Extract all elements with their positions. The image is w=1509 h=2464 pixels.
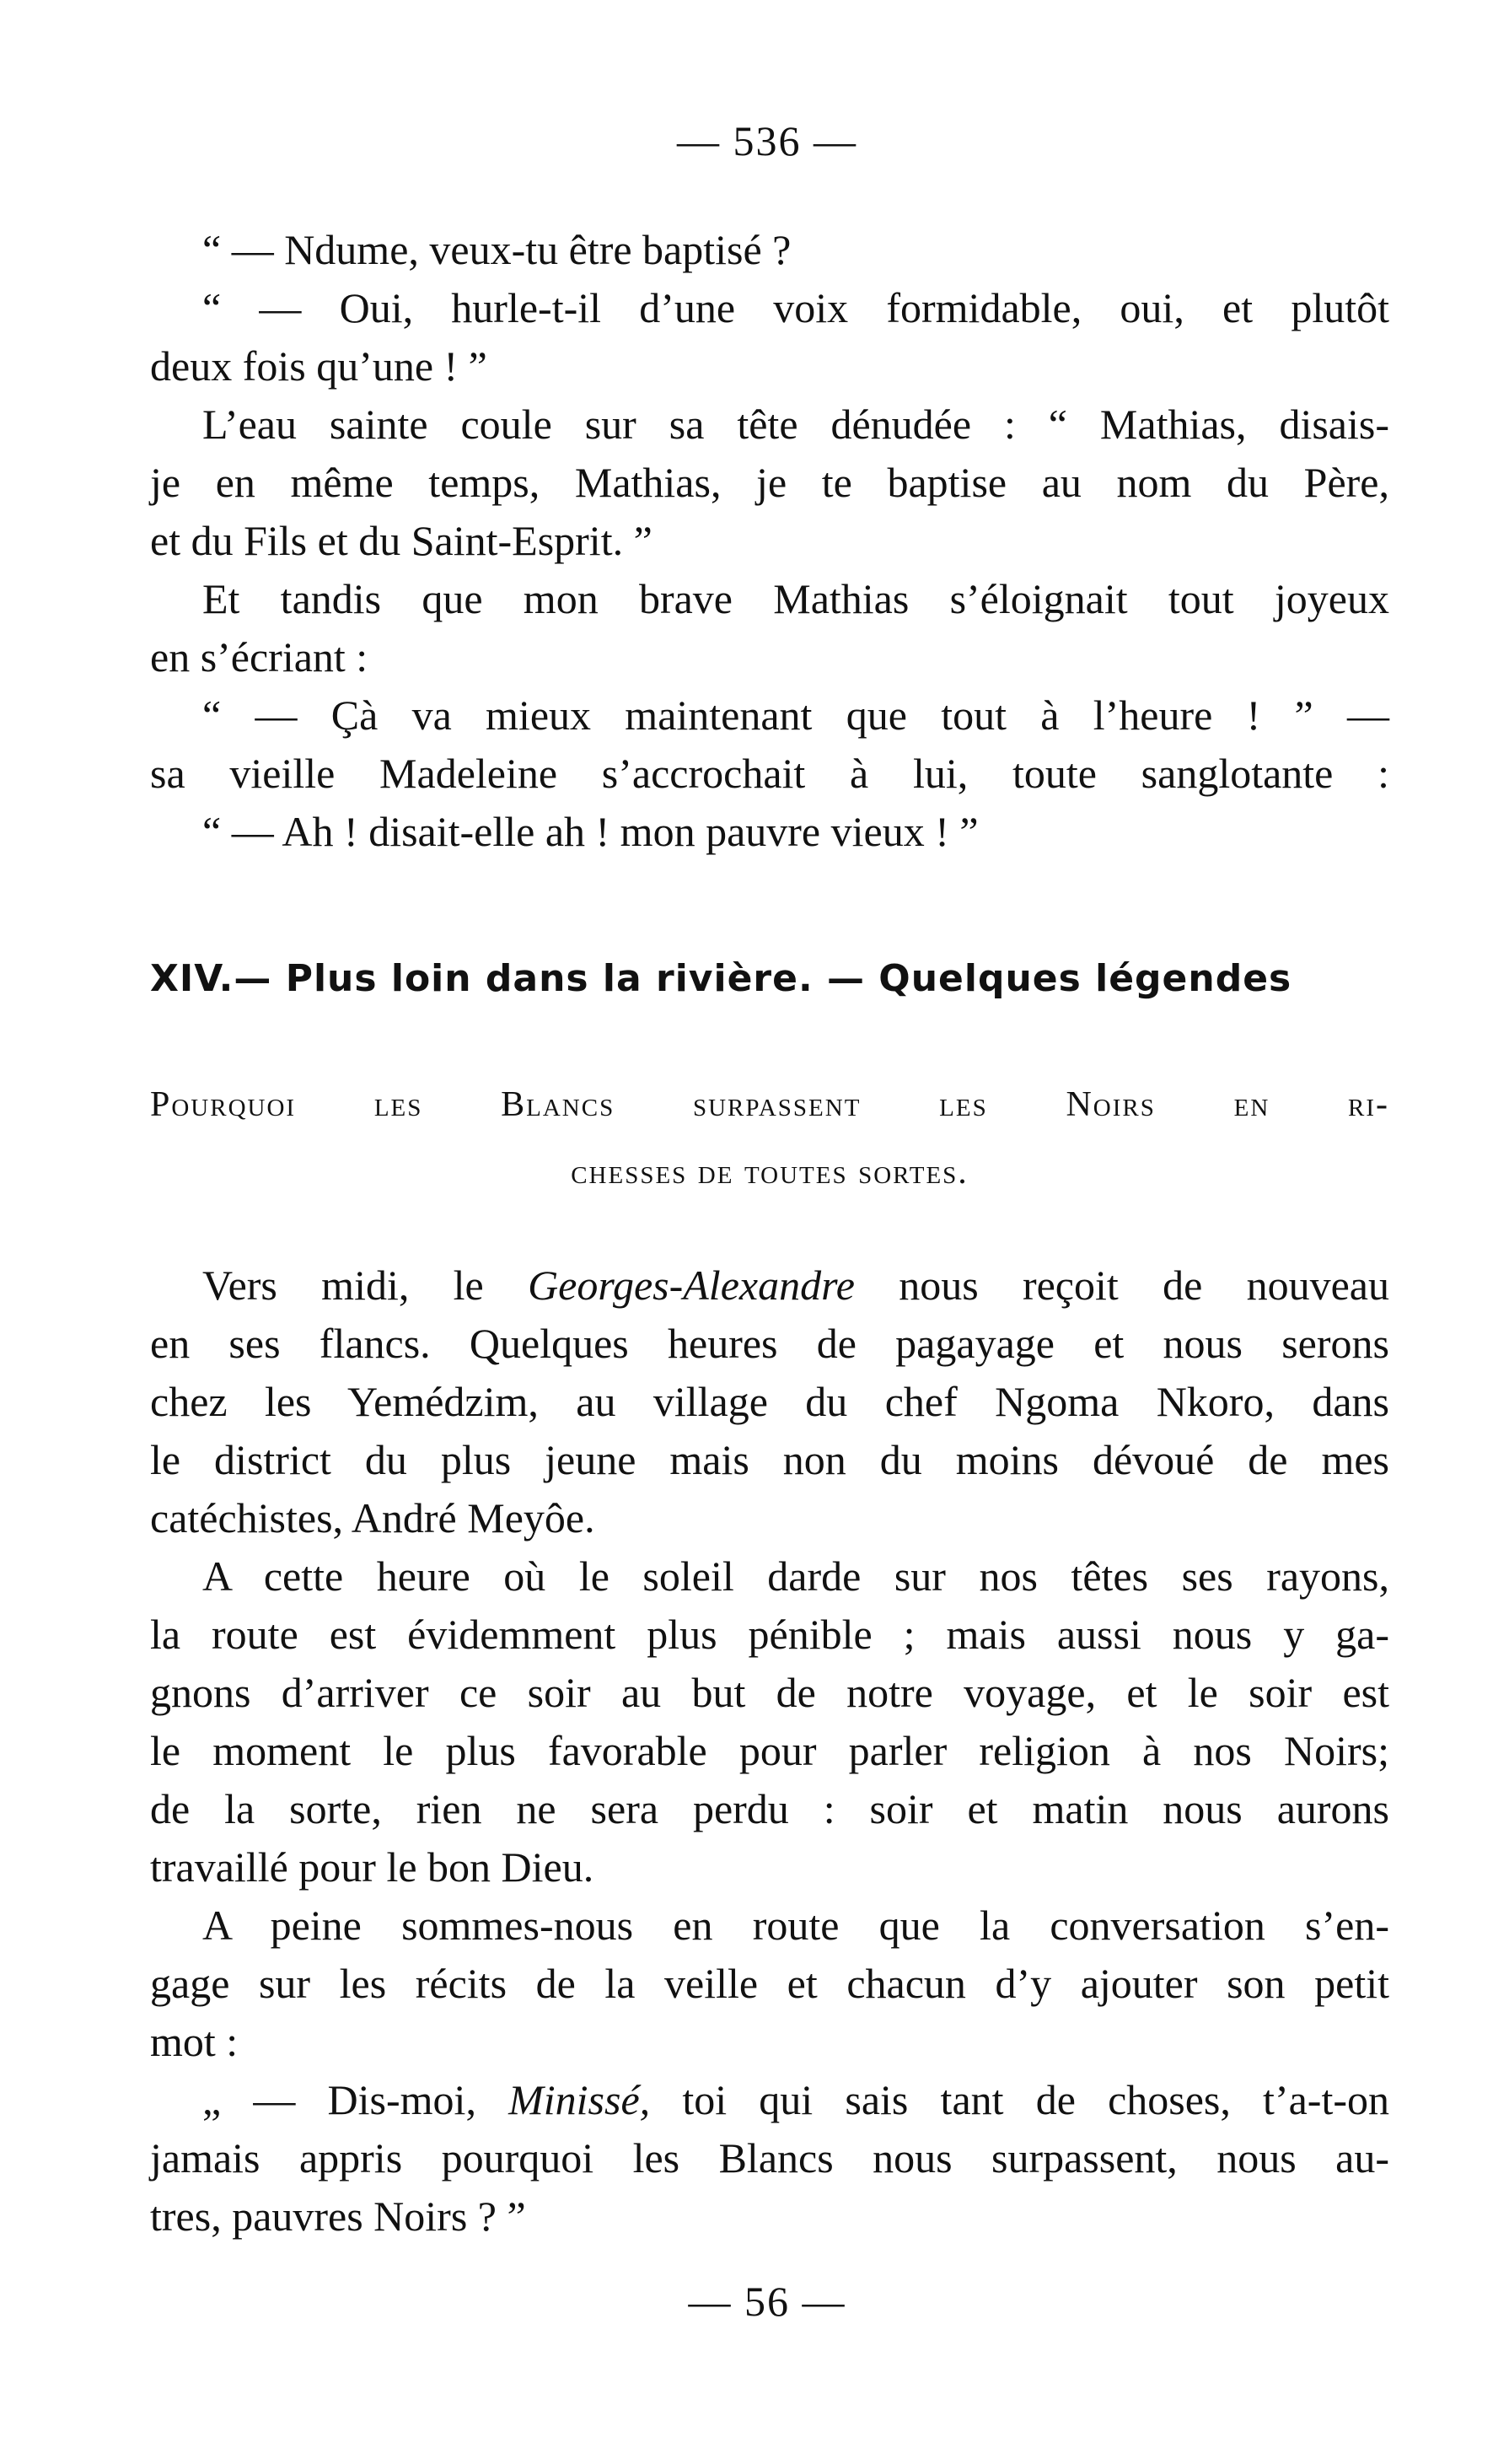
narrative-line: A peine sommes-nous en route que la conversation s’en- bbox=[202, 1902, 1389, 1949]
narrative-line: „ — Dis-moi, Minissé, toi qui sais tant de choses, t’a-t-on bbox=[202, 2076, 1389, 2123]
narrative-line: catéchistes, André Meyôe. bbox=[150, 1494, 595, 1541]
dialogue-line: en s’écriant : bbox=[150, 633, 368, 681]
narrative-line: gnons d’arriver ce soir au but de notre voyage, et le soir est bbox=[150, 1669, 1389, 1716]
dialogue-line: Et tandis que mon brave Mathias s’éloignait tout joyeux bbox=[202, 575, 1389, 622]
subtitle-line: chesses de toutes sortes. bbox=[571, 1153, 969, 1192]
section-heading: XIV.— Plus loin dans la rivière. — Quelques légendes bbox=[150, 957, 1292, 1000]
dialogue-line: “ — Ah ! disait-elle ah ! mon pauvre vieux ! ” bbox=[202, 808, 979, 855]
narrative-line: la route est évidemment plus pénible ; mais aussi nous y ga- bbox=[150, 1611, 1389, 1658]
narrative-line: travaillé pour le bon Dieu. bbox=[150, 1843, 594, 1891]
narrative-line: Vers midi, le Georges-Alexandre nous reçoit de nouveau bbox=[202, 1262, 1389, 1309]
dialogue-line: deux fois qu’une ! ” bbox=[150, 342, 487, 390]
narrative-block bbox=[150, 1256, 1389, 2246]
ship-name: Georges-Alexandre bbox=[528, 1262, 855, 1309]
narrative-line: de la sorte, rien ne sera perdu : soir et matin nous aurons bbox=[150, 1785, 1389, 1832]
dialogue-line: “ — Ndume, veux-tu être baptisé ? bbox=[202, 226, 792, 273]
narrative-line: le moment le plus favorable pour parler religion à nos Noirs; bbox=[150, 1727, 1389, 1774]
narrative-line: A cette heure où le soleil darde sur nos têtes ses rayons, bbox=[202, 1552, 1389, 1600]
page-number: — 536 — bbox=[677, 117, 857, 164]
narrative-line: mot : bbox=[150, 2018, 239, 2065]
narrative-line: le district du plus jeune mais non du moins dévoué de mes bbox=[150, 1436, 1389, 1483]
dialogue-line: sa vieille Madeleine s’accrochait à lui, toute sanglotante : bbox=[150, 750, 1389, 797]
dialogue-line: et du Fils et du Saint-Esprit. ” bbox=[150, 517, 652, 564]
narrative-line: tres, pauvres Noirs ? ” bbox=[150, 2192, 526, 2240]
narrative-line: gage sur les récits de la veille et chacun d’y ajouter son petit bbox=[150, 1960, 1389, 2007]
dialogue-line: je en même temps, Mathias, je te baptise au nom du Père, bbox=[150, 459, 1389, 506]
dialogue-line: “ — Çà va mieux maintenant que tout à l’heure ! ” — bbox=[202, 691, 1389, 739]
speaker-name: Minissé, bbox=[508, 2076, 651, 2123]
narrative-line: chez les Yemédzim, au village du chef Ngoma Nkoro, dans bbox=[150, 1378, 1389, 1425]
dialogue-line: L’eau sainte coule sur sa tête dénudée : “ Mathias, disais- bbox=[202, 401, 1389, 448]
section-subtitle bbox=[150, 1071, 1389, 1206]
subtitle-line: Pourquoi les Blancs surpassent les Noirs en ri- bbox=[150, 1085, 1389, 1124]
narrative-line: en ses flancs. Quelques heures de pagayage et nous serons bbox=[150, 1320, 1389, 1367]
narrative-line: jamais appris pourquoi les Blancs nous surpassent, nous au- bbox=[150, 2134, 1389, 2182]
signature-number: — 56 — bbox=[688, 2278, 846, 2325]
dialogue-line: “ — Oui, hurle-t-il d’une voix formidable, oui, et plutôt bbox=[202, 284, 1389, 331]
dialogue-block bbox=[150, 221, 1389, 861]
